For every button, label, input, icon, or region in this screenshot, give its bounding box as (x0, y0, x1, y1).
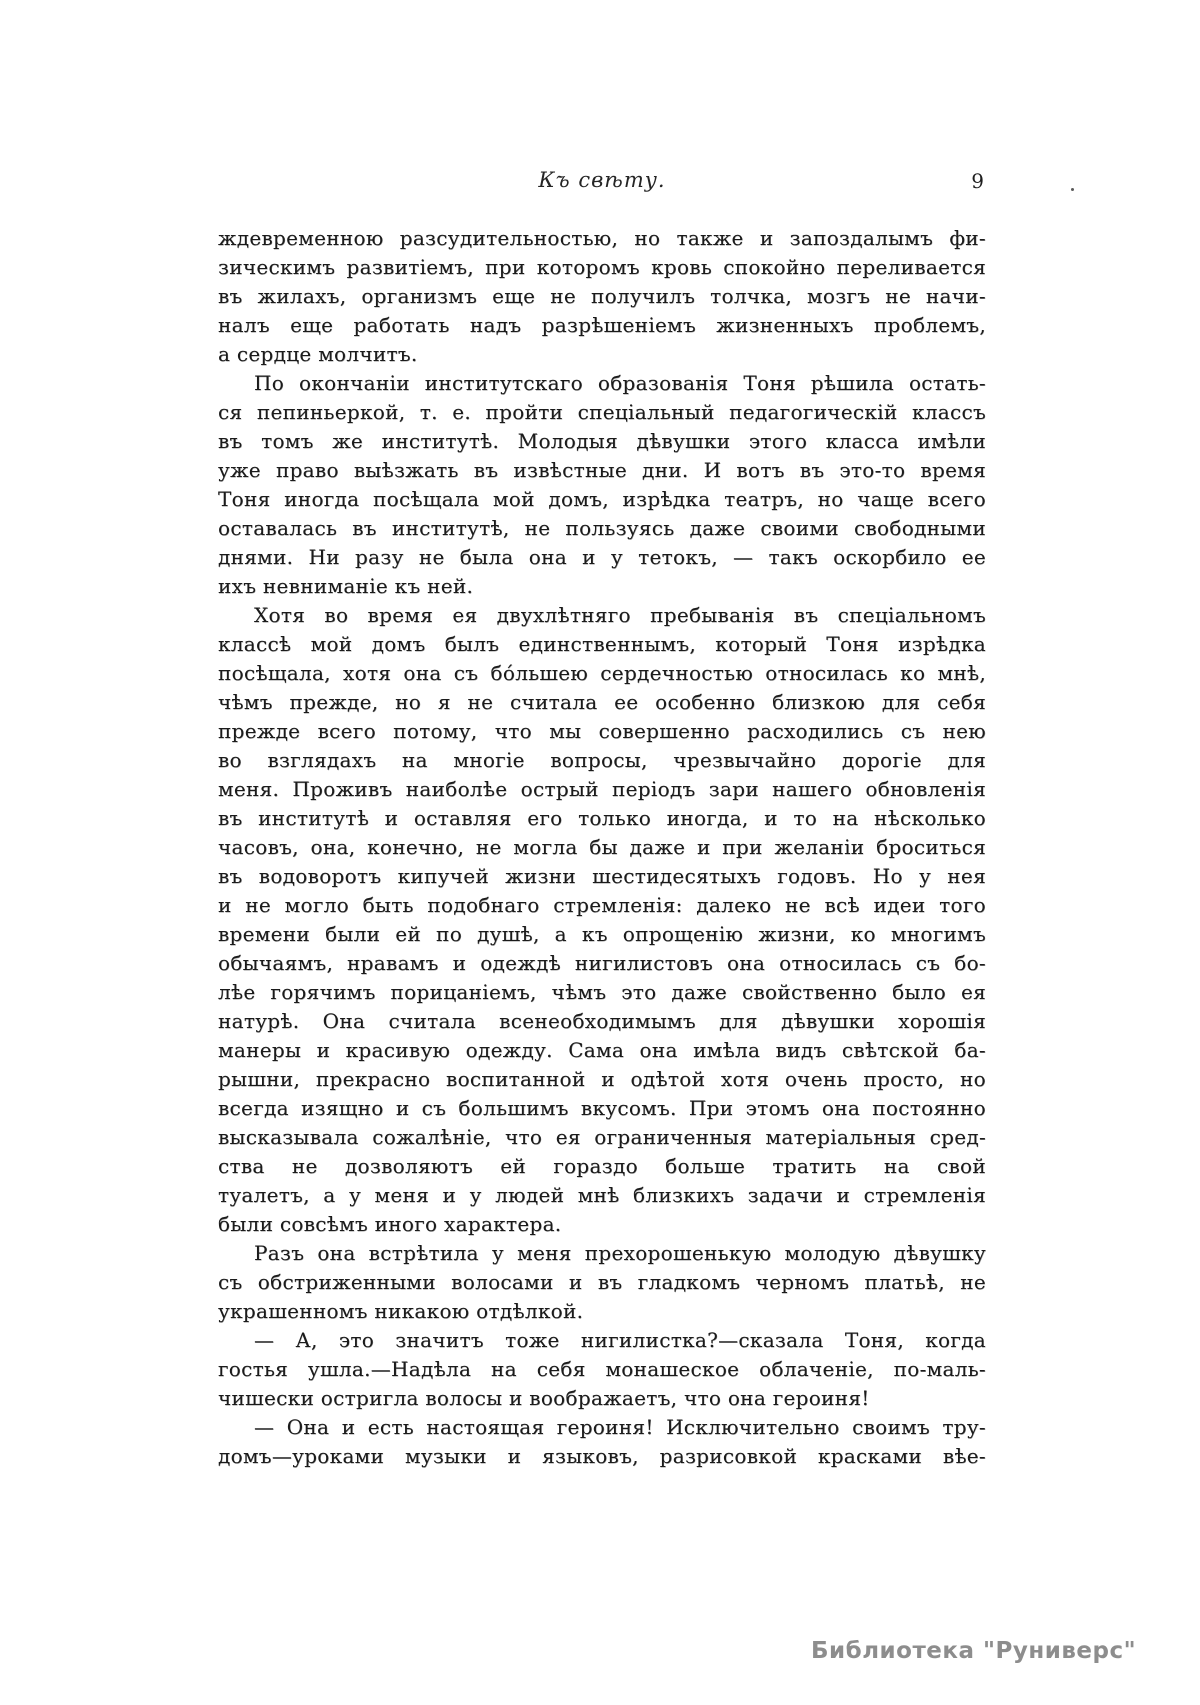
text-line: рышни, прекрасно воспитанной и одѣтой хотя очень просто, но (218, 1067, 986, 1091)
page-body (218, 224, 986, 1471)
text-line: зическимъ развитіемъ, при которомъ кровь спокойно переливается (218, 255, 986, 279)
running-title: Къ свѣту. (538, 168, 666, 192)
text-line: ства не дозволяютъ ей гораздо больше тратить на свой (218, 1154, 986, 1178)
text-line: днями. Ни разу не была она и у тетокъ, — такъ оскорбило ее (218, 545, 986, 569)
text-line: туалетъ, а у меня и у людей мнѣ близкихъ задачи и стремленія (218, 1183, 986, 1207)
text-line: прежде всего потому, что мы совершенно расходились съ нею (218, 719, 986, 743)
text-line: домъ—уроками музыки и языковъ, разрисовкой красками вѣе- (218, 1444, 986, 1468)
paragraph (218, 1326, 986, 1413)
text-line: уже право выѣзжать въ извѣстные дни. И вотъ въ это-то время (218, 458, 986, 482)
text-line: часовъ, она, конечно, не могла бы даже и при желаніи броситься (218, 835, 986, 859)
text-line: чѣмъ прежде, но я не считала ее особенно близкою для себя (218, 690, 986, 714)
text-line: ихъ невниманіе къ ней. (218, 574, 474, 598)
text-line: лѣе горячимъ порицаніемъ, чѣмъ это даже свойственно было ея (218, 980, 986, 1004)
text-line: и не могло быть подобнаго стремленія: далеко не всѣ идеи того (218, 893, 986, 917)
scan-speck (1071, 188, 1074, 191)
page-number: 9 (971, 169, 984, 193)
text-line: обычаямъ, нравамъ и одеждѣ нигилистовъ она относилась съ бо- (218, 951, 986, 975)
text-line: Хотя во время ея двухлѣтняго пребыванія въ спеціальномъ (254, 603, 986, 627)
text-line: налъ еще работать надъ разрѣшеніемъ жизненныхъ проблемъ, (218, 313, 986, 337)
text-line: ждевременною разсудительностью, но также и запоздалымъ фи- (218, 226, 986, 250)
text-line: высказывала сожалѣніе, что ея ограниченныя матеріальныя сред- (218, 1125, 986, 1149)
text-line: чишески остригла волосы и воображаетъ, что она героиня! (218, 1386, 870, 1410)
text-line: посѣщала, хотя она съ бо́льшею сердечностью относилась ко мнѣ, (218, 661, 986, 685)
text-line: въ томъ же институтѣ. Молодыя дѣвушки этого класса имѣли (218, 429, 986, 453)
text-line: украшенномъ никакою отдѣлкой. (218, 1299, 584, 1323)
text-line: въ институтѣ и оставляя его только иногда, и то на нѣсколько (218, 806, 986, 830)
paragraph (218, 224, 986, 369)
text-line: съ обстриженными волосами и въ гладкомъ черномъ платьѣ, не (218, 1270, 986, 1294)
text-line: натурѣ. Она считала всенеобходимымъ для дѣвушки хорошія (218, 1009, 986, 1033)
text-line: гостья ушла.—Надѣла на себя монашеское облаченіе, по-маль- (218, 1357, 986, 1381)
library-watermark: Библиотека "Руниверс" (811, 1638, 1137, 1664)
text-line: По окончаніи институтскаго образованія Тоня рѣшила остать- (254, 371, 986, 395)
paragraph (218, 1413, 986, 1471)
text-line: времени были ей по душѣ, а къ опрощенію жизни, ко многимъ (218, 922, 986, 946)
text-line: Разъ она встрѣтила у меня прехорошенькую молодую дѣвушку (254, 1241, 986, 1265)
text-line: оставалась въ институтѣ, не пользуясь даже своими свободными (218, 516, 986, 540)
text-line: всегда изящно и съ большимъ вкусомъ. При этомъ она постоянно (218, 1096, 986, 1120)
page-header (218, 168, 986, 198)
text-line: — А, это значитъ тоже нигилистка?—сказала Тоня, когда (254, 1328, 986, 1352)
text-line: въ жилахъ, организмъ еще не получилъ толчка, мозгъ не начи- (218, 284, 986, 308)
paragraph (218, 601, 986, 1239)
text-line: — Она и есть настоящая героиня! Исключительно своимъ тру- (254, 1415, 986, 1439)
text-line: въ водоворотъ кипучей жизни шестидесятыхъ годовъ. Но у нея (218, 864, 986, 888)
text-line: а сердце молчитъ. (218, 342, 418, 366)
text-line: Тоня иногда посѣщала мой домъ, изрѣдка театръ, но чаще всего (218, 487, 986, 511)
text-line: во взглядахъ на многіе вопросы, чрезвычайно дорогіе для (218, 748, 986, 772)
text-line: ся пепиньеркой, т. е. пройти спеціальный педагогическій классъ (218, 400, 986, 424)
paragraph (218, 369, 986, 601)
paragraph (218, 1239, 986, 1326)
text-line: манеры и красивую одежду. Сама она имѣла видъ свѣтской ба- (218, 1038, 986, 1062)
text-line: были совсѣмъ иного характера. (218, 1212, 562, 1236)
text-line: классѣ мой домъ былъ единственнымъ, который Тоня изрѣдка (218, 632, 986, 656)
text-line: меня. Проживъ наиболѣе острый періодъ зари нашего обновленія (218, 777, 986, 801)
